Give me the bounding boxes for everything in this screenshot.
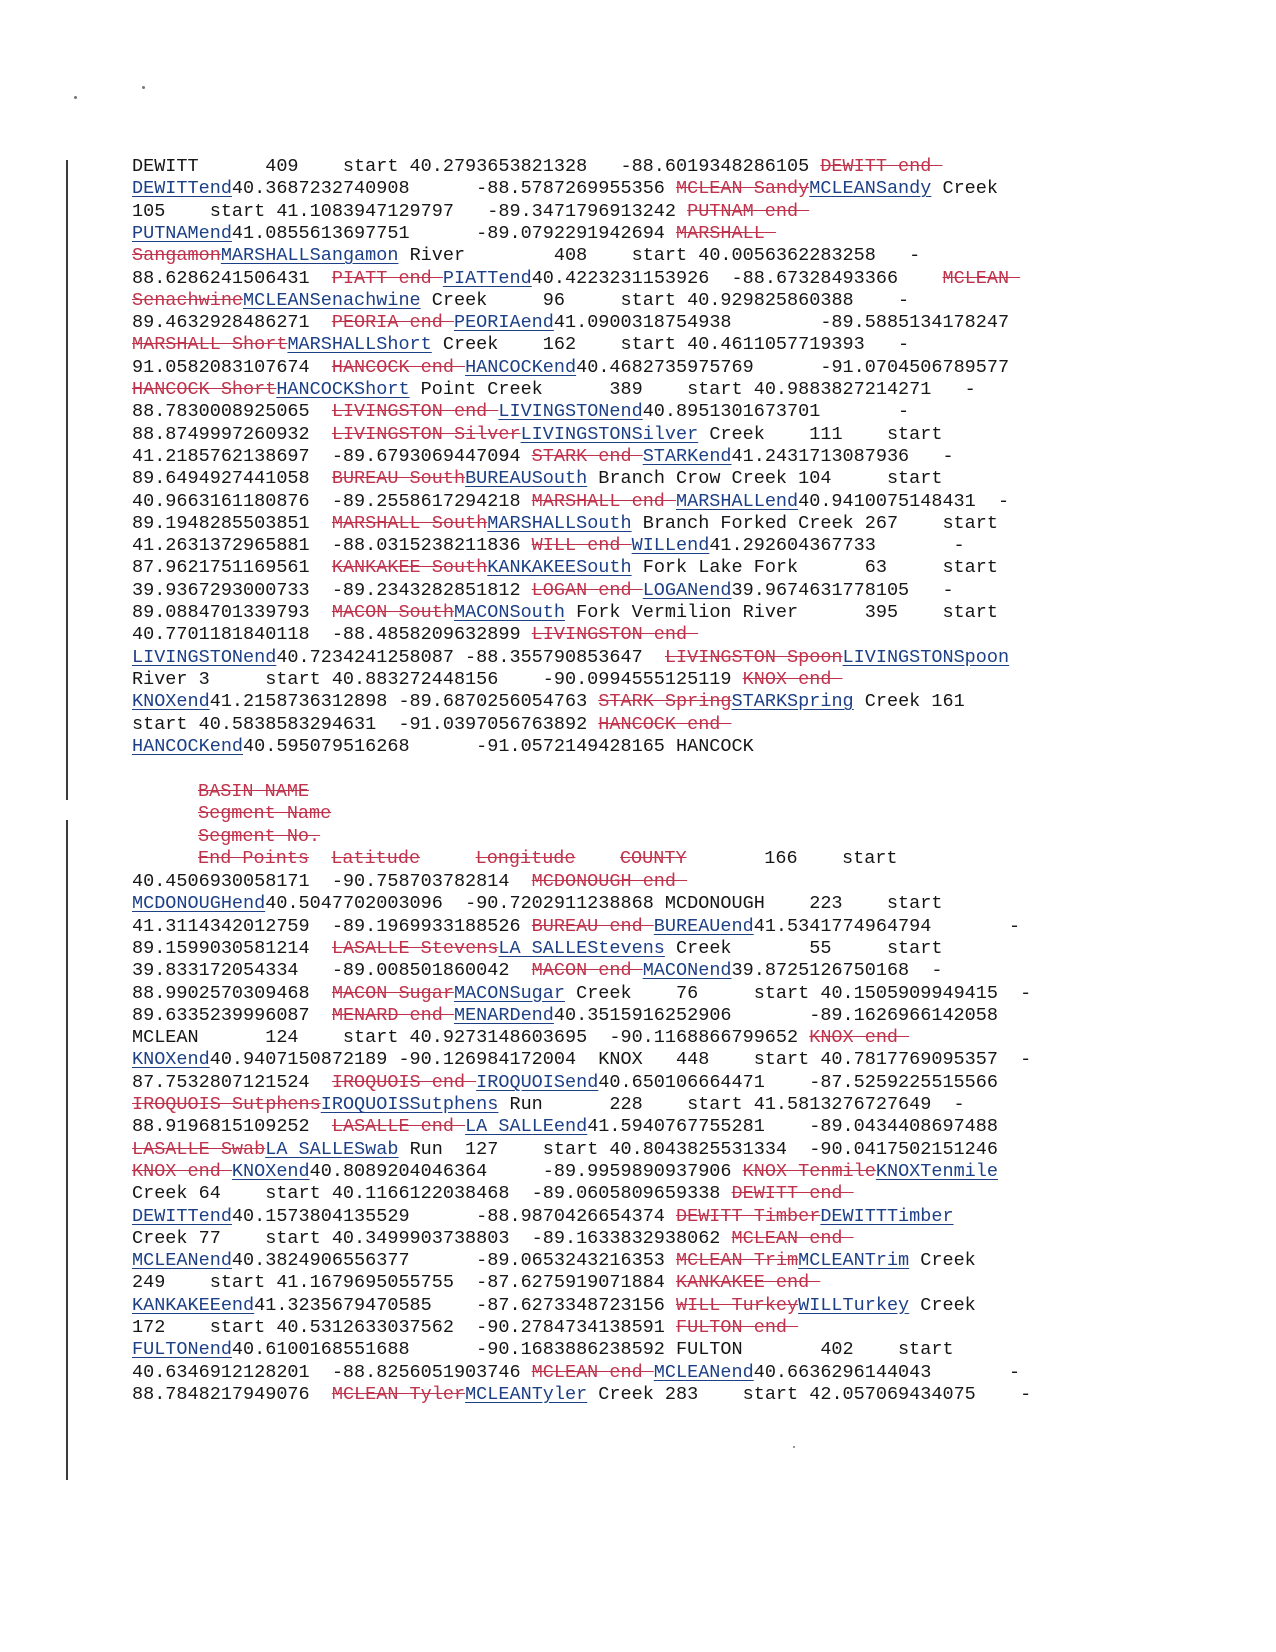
text-run: 89.0884701339793	[132, 602, 332, 623]
text-run: Run 228 start 41.5813276727649 -	[498, 1094, 965, 1115]
text-run: 40.3687232740908 -88.5787269955356	[231, 178, 676, 200]
text-line	[132, 960, 942, 982]
deleted-text: LOGAN end	[531, 579, 643, 601]
text-line	[132, 268, 1020, 290]
text-run: 89.6494927441058	[132, 468, 332, 490]
inserted-text: MARSHALLSouth	[487, 512, 632, 534]
inserted-text: MCLEANend	[653, 1361, 754, 1383]
inserted-text: DEWITTend	[132, 1205, 232, 1227]
deleted-text: WILL end	[531, 535, 632, 557]
inserted-text: STARKend	[642, 445, 732, 467]
inserted-text: KNOXend	[132, 691, 210, 713]
text-run: 89.1948285503851	[132, 512, 332, 534]
inserted-text: MCDONOUGHend	[132, 893, 266, 915]
inserted-text: LOGANend	[642, 579, 732, 601]
text-run: Creek 77 start 40.3499903738803 -89.1633832938062	[132, 1227, 732, 1249]
inserted-text: DEWITTTimber	[820, 1205, 954, 1227]
inserted-text: MARSHALLShort	[287, 334, 432, 356]
text-run	[420, 848, 476, 869]
text-run: Creek 55 start	[664, 937, 943, 959]
text-run: 41.2631372965881 -88.0315238211836	[132, 535, 532, 557]
text-run: 88.6286241506431	[132, 267, 332, 289]
deleted-text: KANKAKEE end	[676, 1272, 821, 1294]
text-line	[132, 1161, 998, 1183]
text-line	[132, 938, 942, 960]
text-run: 41.2185762138697 -89.6793069447094	[132, 445, 532, 467]
deleted-text: MCLEAN Sandy	[676, 178, 810, 200]
deleted-text: MACON South	[331, 602, 454, 623]
text-line	[132, 916, 1020, 938]
text-line	[132, 983, 1031, 1005]
header-row	[198, 848, 898, 870]
inserted-text: LIVINGSTONSpoon	[842, 646, 1010, 668]
text-run: 39.9674631778105 -	[731, 579, 954, 601]
deleted-text: Segment No.	[198, 825, 321, 847]
deleted-text: MCDONOUGH end	[531, 871, 688, 892]
text-run: 40.4506930058171 -90.758703782814	[132, 871, 532, 892]
deleted-text: PIATT end	[331, 267, 443, 289]
inserted-text: WILLend	[631, 535, 710, 557]
deleted-text: FULTON end	[676, 1317, 799, 1338]
text-run: Creek 64 start 40.1166122038468 -89.0605809659338	[132, 1183, 732, 1205]
inserted-text: KNOXend	[132, 1049, 210, 1071]
deleted-text: PEORIA end	[331, 312, 454, 334]
text-run: Branch Crow Creek 104 start	[587, 468, 943, 490]
inserted-text: MACONSugar	[453, 982, 565, 1004]
text-run: 40.4682735975769 -91.0704506789577	[576, 356, 1010, 378]
deleted-text: MCLEAN	[942, 267, 1021, 289]
deleted-text: LIVINGSTON end	[531, 624, 699, 646]
text-run: 40.1573804135529 -88.9870426654374	[231, 1205, 676, 1227]
text-line	[132, 357, 1009, 379]
inserted-text: STARKSpring	[731, 691, 854, 713]
text-line	[132, 602, 998, 624]
text-run	[309, 848, 331, 869]
text-run: 40.6100168551688 -90.1683886238592 FULTON 402 start	[231, 1339, 954, 1361]
inserted-text: IROQUOISend	[476, 1071, 599, 1093]
inserted-text: KANKAKEEend	[132, 1294, 255, 1316]
text-run: River 408 start 40.0056362283258 -	[398, 245, 921, 267]
deleted-text: LASALLE Stevens	[331, 937, 499, 959]
text-run: MCLEAN 124 start 40.9273148603695 -90.1168866799652	[132, 1027, 810, 1049]
text-run: Fork Lake Fork 63 start	[631, 557, 998, 579]
text-line	[132, 312, 1009, 334]
deleted-text: DEWITT end	[820, 156, 943, 177]
text-line	[132, 624, 698, 646]
deleted-text: MCLEAN Trim	[676, 1250, 799, 1272]
text-line	[132, 201, 809, 223]
text-line	[132, 1094, 965, 1116]
text-line	[132, 1072, 998, 1094]
text-line	[132, 1206, 954, 1228]
deleted-text: STARK end	[531, 445, 643, 467]
deleted-text: HANCOCK end	[598, 713, 732, 735]
deleted-text: LIVINGSTON Spoon	[664, 646, 843, 668]
text-run: 40.9410075148431 -	[798, 490, 1010, 512]
inserted-text: HANCOCKend	[132, 735, 244, 757]
inserted-text: MCLEANend	[132, 1250, 232, 1272]
inserted-text: DEWITTend	[132, 178, 232, 200]
text-line	[132, 1295, 976, 1317]
text-line	[132, 223, 776, 245]
inserted-text: PUTNAMend	[132, 222, 232, 244]
deleted-text: IROQUOIS Sutphens	[132, 1094, 321, 1115]
text-run: Creek 96 start 40.929825860388 -	[420, 289, 910, 311]
deleted-text: LIVINGSTON end	[331, 401, 499, 423]
text-run: 40.3515916252906 -89.1626966142058	[553, 1004, 998, 1026]
text-run: Fork Vermilion River 395 start	[565, 602, 998, 623]
text-line	[132, 1005, 998, 1027]
deleted-text: MACON end	[531, 960, 643, 982]
inserted-text: IROQUOISSutphens	[320, 1094, 499, 1115]
text-run: 41.3235679470585 -87.6273348723156	[254, 1294, 676, 1316]
text-run: 40.6636296144043 -	[753, 1361, 1021, 1383]
text-line	[132, 1139, 998, 1161]
inserted-text: LA SALLEStevens	[498, 937, 665, 959]
text-run: 88.9196815109252	[132, 1116, 332, 1138]
text-run: 40.3824906556377 -89.0653243216353	[231, 1250, 676, 1272]
text-run: 87.7532807121524	[132, 1071, 332, 1093]
text-line	[132, 1027, 909, 1049]
text-run: Creek 76 start 40.1505909949415 -	[565, 982, 1032, 1004]
text-line	[132, 334, 909, 356]
deleted-text: MARSHALL Short	[132, 334, 288, 356]
text-line	[198, 781, 309, 803]
text-line	[132, 871, 687, 893]
text-run: 40.5047702003096 -90.7202911238868 MCDONOUGH 223 start	[265, 893, 943, 915]
text-run: 89.1599030581214	[132, 937, 332, 959]
text-line	[132, 513, 998, 535]
text-run: Creek 161	[853, 691, 965, 713]
text-run: 40.7701181840118 -88.4858209632899	[132, 624, 532, 646]
text-run: 41.5341774964794 -	[753, 915, 1021, 937]
text-line	[132, 491, 1009, 513]
text-line	[132, 424, 942, 446]
deleted-text: WILL Turkey	[676, 1294, 799, 1316]
inserted-text: LIVINGSTONend	[498, 401, 643, 423]
deleted-text: Senachwine	[132, 289, 244, 311]
text-run: Creek 283 start 42.057069434075 -	[587, 1383, 1032, 1405]
text-run: 88.7848217949076	[132, 1383, 332, 1405]
text-run: 41.0855613697751 -89.0792291942694	[231, 222, 676, 244]
deleted-text: HANCOCK end	[331, 356, 466, 378]
text-run: 41.292604367733 -	[709, 535, 965, 557]
text-line	[132, 446, 954, 468]
text-run: 40.650106664471 -87.5259225515566	[598, 1071, 998, 1093]
deleted-text: Sangamon	[132, 245, 221, 267]
deleted-text: LASALLE end	[331, 1116, 466, 1138]
text-line	[132, 1116, 998, 1138]
text-line	[132, 245, 920, 267]
text-line	[132, 1183, 854, 1205]
deleted-text: MENARD end	[331, 1004, 454, 1026]
text-run: Creek 111 start	[698, 423, 943, 445]
inserted-text: MENARDend	[453, 1004, 554, 1026]
deleted-text: Segment Name	[198, 803, 332, 825]
text-line	[132, 557, 998, 579]
text-run: 41.0900318754938 -89.5885134178247	[553, 312, 1010, 334]
inserted-text: LIVINGSTONend	[132, 646, 277, 668]
inserted-text: KNOXTenmile	[875, 1160, 998, 1182]
inserted-text: MARSHALLSangamon	[220, 245, 399, 267]
inserted-text: LA SALLEend	[465, 1116, 588, 1138]
text-run: start 40.5838583294631 -91.0397056763892	[132, 713, 599, 735]
text-run: 41.5940767755281 -89.0434408697488	[587, 1116, 998, 1138]
text-run: Creek	[909, 1250, 976, 1272]
text-run: 41.3114342012759 -89.1969933188526	[132, 915, 532, 937]
text-run: Point Creek 389 start 40.9883827214271 -	[409, 379, 976, 400]
text-run: 40.9663161180876 -89.2558617294218	[132, 490, 532, 512]
text-run: 91.0582083107674	[132, 356, 332, 378]
deleted-text: MARSHALL	[676, 222, 776, 244]
deleted-text: MARSHALL end	[531, 490, 676, 512]
text-line	[132, 893, 942, 915]
text-line	[198, 803, 331, 825]
change-bar-bottom	[66, 820, 68, 1480]
inserted-text: MACONend	[642, 960, 732, 982]
deleted-text: Longitude	[475, 847, 576, 869]
text-line	[198, 826, 320, 848]
text-run: 172 start 40.5312633037562 -90.2784734138591	[132, 1317, 676, 1338]
change-bar-top	[66, 160, 68, 800]
inserted-text: MCLEANSenachwine	[243, 289, 421, 311]
deleted-text: MCLEAN end	[531, 1361, 654, 1383]
text-line	[132, 1272, 820, 1294]
inserted-text: KNOXend	[231, 1160, 310, 1182]
deleted-text: MARSHALL South	[331, 512, 488, 534]
text-run: 41.2158736312898 -89.6870256054763	[209, 691, 599, 713]
scan-speck	[74, 96, 77, 99]
deleted-text: BUREAU South	[331, 468, 466, 490]
inserted-text: FULTONend	[132, 1339, 232, 1361]
text-line	[132, 647, 1009, 669]
deleted-text: KNOX end	[809, 1027, 910, 1049]
inserted-text: KANKAKEESouth	[487, 557, 632, 579]
inserted-text: HANCOCKShort	[276, 379, 410, 400]
deleted-text: HANCOCK Short	[132, 379, 277, 400]
deleted-text: PUTNAM end	[687, 200, 810, 222]
text-run: 40.595079516268 -91.0572149428165 HANCOCK	[243, 735, 754, 757]
text-line	[132, 1228, 854, 1250]
deleted-text: End Points	[198, 847, 310, 869]
deleted-text: MACON Sugar	[331, 982, 454, 1004]
text-line	[132, 178, 998, 200]
text-run: 40.7234241258087 -88.355790853647	[276, 646, 665, 668]
text-run: Creek 162 start 40.4611057719393 -	[431, 334, 910, 356]
text-run: 39.9367293000733 -89.2343282851812	[132, 579, 532, 601]
deleted-text: LIVINGSTON Silver	[331, 423, 521, 445]
text-run	[576, 848, 620, 869]
text-run: 40.9407150872189 -90.126984172004 KNOX 448 start 40.7817769095357 -	[209, 1049, 1032, 1071]
deleted-text: DEWITT end	[731, 1183, 854, 1205]
text-line	[132, 468, 942, 490]
deleted-text: IROQUOIS end	[331, 1071, 477, 1093]
text-line	[132, 691, 965, 713]
text-run: 39.8725126750168 -	[731, 960, 943, 982]
text-line	[132, 1384, 1031, 1406]
text-line	[132, 1362, 1020, 1384]
text-run: Run 127 start 40.8043825531334 -90.0417502151246	[398, 1138, 998, 1160]
inserted-text: PEORIAend	[453, 312, 554, 334]
text-run: River 3 start 40.883272448156 -90.0994555125119	[132, 668, 743, 690]
deleted-text: KNOX end	[742, 668, 843, 690]
text-run: 88.7830008925065	[132, 401, 332, 423]
text-run: 89.4632928486271	[132, 312, 332, 334]
text-run: 89.6335239996087	[132, 1004, 332, 1026]
inserted-text: LIVINGSTONSilver	[520, 423, 699, 445]
text-run: 40.8951301673701 -	[642, 401, 910, 423]
text-line	[132, 1317, 798, 1339]
text-run: 249 start 41.1679695055755 -87.6275919071884	[132, 1272, 676, 1294]
inserted-text: MCLEANTyler	[465, 1383, 588, 1405]
text-run: 88.8749997260932	[132, 423, 332, 445]
inserted-text: LA SALLESwab	[265, 1138, 399, 1160]
deleted-text: COUNTY	[619, 847, 687, 869]
text-line	[132, 580, 954, 602]
text-line	[132, 1049, 1031, 1071]
deleted-text: MCLEAN end	[731, 1227, 854, 1249]
text-line	[132, 156, 942, 178]
inserted-text: HANCOCKend	[465, 356, 577, 378]
inserted-text: BUREAUSouth	[465, 468, 588, 490]
text-run: Creek	[931, 178, 998, 200]
inserted-text: MARSHALLend	[676, 490, 799, 512]
text-run: Creek	[909, 1294, 976, 1316]
text-line	[132, 1250, 976, 1272]
inserted-text: BUREAUend	[653, 915, 754, 937]
deleted-text: MCLEAN Tyler	[331, 1383, 466, 1405]
text-run: 87.9621751169561	[132, 557, 332, 579]
text-run: 40.6346912128201 -88.8256051903746	[132, 1361, 532, 1383]
scan-speck	[793, 1446, 795, 1448]
text-line	[132, 714, 732, 736]
text-run: 41.2431713087936 -	[731, 445, 954, 467]
deleted-text: DEWITT Timber	[676, 1205, 821, 1227]
text-line	[132, 736, 754, 758]
text-run: 40.4223231153926 -88.67328493366	[531, 267, 943, 289]
text-line	[132, 669, 843, 691]
text-line	[132, 401, 909, 423]
text-line	[132, 379, 976, 401]
text-run: 39.833172054334 -89.008501860042	[132, 960, 532, 982]
inserted-text: WILLTurkey	[798, 1294, 910, 1316]
inserted-text: MACONSouth	[453, 602, 565, 623]
text-run: 166 start	[686, 847, 898, 869]
deleted-text: LASALLE Swab	[132, 1138, 266, 1160]
deleted-text: KNOX Tenmile	[742, 1160, 876, 1182]
text-run: DEWITT 409 start 40.2793653821328 -88.6019348286105	[132, 156, 821, 177]
deleted-text: Latitude	[331, 847, 421, 869]
deleted-text: BUREAU end	[531, 915, 654, 937]
deleted-text: KNOX end	[132, 1160, 232, 1182]
text-run: Branch Forked Creek 267 start	[631, 512, 998, 534]
deleted-text: STARK Spring	[598, 691, 732, 713]
text-run: 88.9902570309468	[132, 982, 332, 1004]
inserted-text: MCLEANSandy	[809, 178, 932, 200]
text-line	[132, 535, 965, 557]
deleted-text: KANKAKEE South	[331, 557, 488, 579]
text-line	[132, 1339, 954, 1361]
inserted-text: PIATTend	[442, 267, 532, 289]
text-run: 105 start 41.1083947129797 -89.3471796913242	[132, 200, 688, 222]
scan-speck	[142, 86, 145, 89]
inserted-text: MCLEANTrim	[798, 1250, 910, 1272]
text-run: 40.8089204046364 -89.9959890937906	[309, 1160, 743, 1182]
deleted-text: BASIN NAME	[198, 781, 310, 802]
text-line	[132, 290, 909, 312]
